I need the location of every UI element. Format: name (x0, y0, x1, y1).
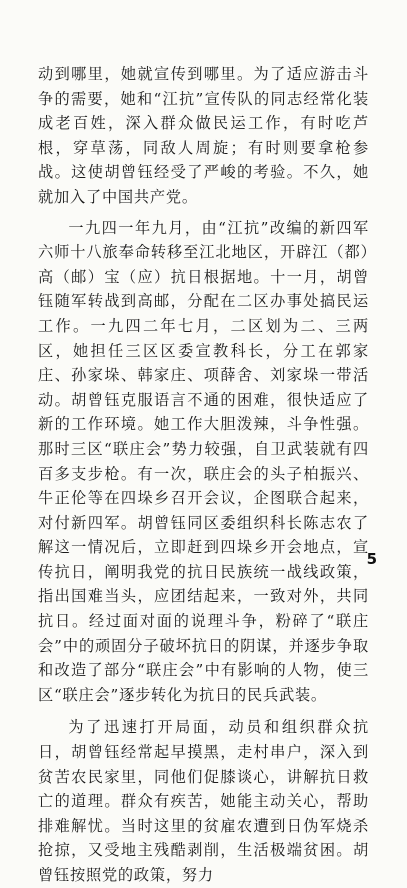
paragraph-continuation: 动到哪里，她就宣传到哪里。为了适应游击斗争的需要，她和“江抗”宣传队的同志经常化装成老百姓，深入群众做民运工作，有时吃芦根，穿草荡，同敌人周旋；有时则要拿枪参战。这使胡曾钰经受了严峻的考验。不久，她就加入了中国共产党。 (38, 65, 369, 206)
page-number: 5 (366, 550, 377, 568)
paragraph-september-1941: 一九四一年九月，由“江抗”改编的新四军六师十八旅奉命转移至江北地区，开辟江（都）高（邮）宝（应）抗日根据地。十一月，胡曾钰随军转战到高邮，分配在二区办事处搞民运工作。一九四二年七月，二区划为二、三两区，她担任三区区委宣教科长，分工在郭家庄、孙家垛、韩家庄、项薛舍、刘家垛一带活动。胡曾钰克服语言不通的困难，很快适应了新的工作环境。她工作大胆泼辣，斗争性强。那时三区“联庄会”势力较强，自卫武装就有四百多支步枪。有一次，联庄会的头子柏振兴、牛正伦等在四垛乡召开会议，企图联合起来，对付新四军。胡曾钰同区委组织科长陈志农了解这一情况后，立即赶到四垛乡开会地点，宣传抗日，阐明我党的抗日民族统一战线政策，指出国难当头，应团结起来，一致对外，共同抗日。经过面对面的说理斗争，粉碎了“联庄会”中的顽固分子破坏抗日的阴谋，并逐步争取和改造了部分“联庄会”中有影响的人物，使三区“联庄会”逐步转化为抗日的民兵武装。 (38, 218, 369, 704)
paragraph-open-situation: 为了迅速打开局面，动员和组织群众抗日，胡曾钰经常起早摸黑，走村串户，深入到贫苦农民家里，同他们促膝谈心，讲解抗日救亡的道理。群众有疾苦，她能主动关心，帮助排难解忧。当时这里的贫雇农遭到日伪军烧杀抢掠，又受地主残酷剥削，生活极端贫困。胡曾钰按照党的政策，努力 (38, 718, 369, 884)
